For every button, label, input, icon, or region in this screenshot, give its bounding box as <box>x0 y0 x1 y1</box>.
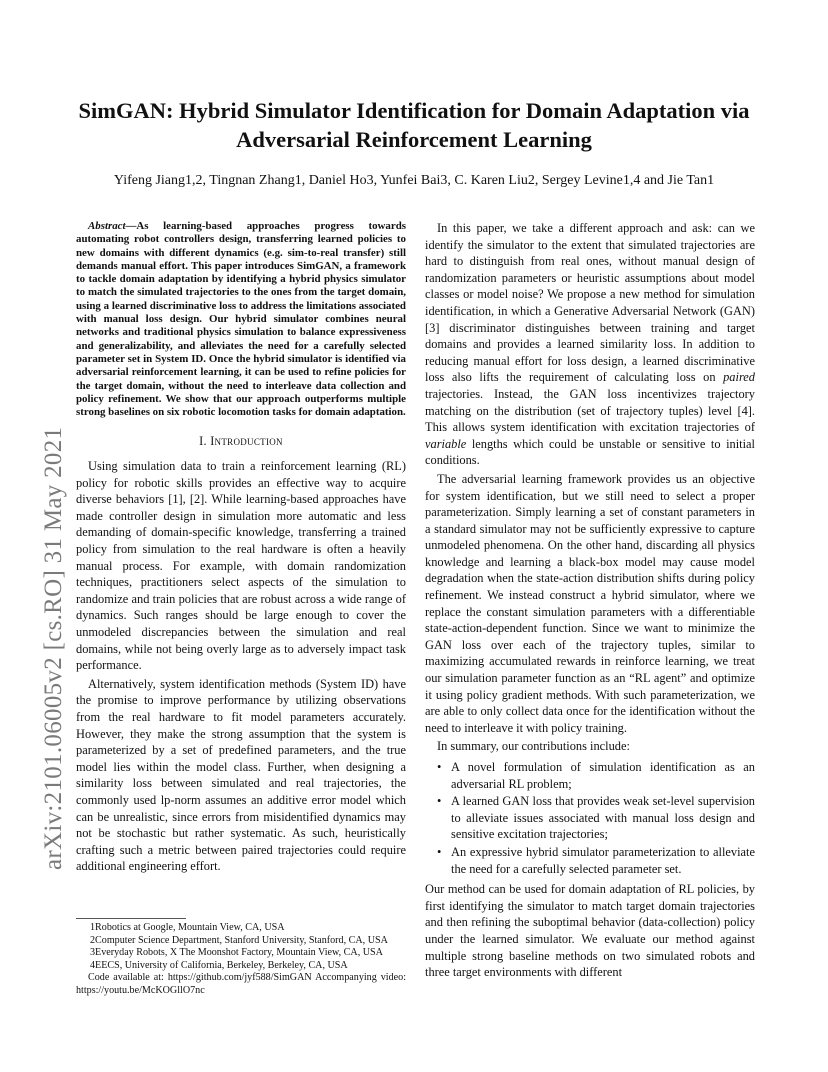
arxiv-identifier: arXiv:2101.06005v2 [cs.RO] 31 May 2021 <box>40 426 67 870</box>
bullet-icon: • <box>437 844 442 859</box>
contribution-text: An expressive hybrid simulator parameterization to alleviate the need for a carefully selected parameter set. <box>451 844 755 876</box>
abstract-label: Abstract <box>88 220 126 232</box>
footnote-divider <box>76 918 186 919</box>
paper-title <box>60 96 768 154</box>
footnote-affiliation-4: 4EECS, University of California, Berkeley, Berkeley, CA, USA <box>90 959 348 971</box>
footnote-affiliation-1: 1Robotics at Google, Mountain View, CA, USA <box>90 922 285 933</box>
footnote-affiliation-2: 2Computer Science Department, Stanford University, Stanford, CA, USA <box>90 934 388 946</box>
right-paragraph-1 <box>425 220 755 469</box>
bullet-icon: • <box>437 794 442 809</box>
right-paragraph-3: In summary, our contributions include: <box>437 739 630 754</box>
contribution-text: A learned GAN loss that provides weak set-level supervision to alleviate issues associated with manual loss design and sensitive excitation trajectories; <box>451 794 755 842</box>
footnotes <box>76 918 406 997</box>
right-p1-part-c: lengths which could be unstable or sensitive to initial conditions. <box>425 436 755 468</box>
abstract-dash: — <box>125 220 137 232</box>
right-p1-part-b: trajectories. Instead, the GAN loss incentivizes trajectory matching on the distribution (set of trajectory tuples) level [4]. This allows system identification with excitation trajectories of <box>425 386 755 435</box>
left-column <box>76 220 406 877</box>
footnote-code-links: Code available at: https://github.com/jyf588/SimGAN Accompanying video: https://youtu.be/McKOGllO7nc <box>76 972 406 996</box>
title-line-1: SimGAN: Hybrid Simulator Identification for Domain Adaptation via <box>78 98 750 123</box>
contribution-item <box>425 793 755 843</box>
intro-paragraph-2: Alternatively, system identification methods (System ID) have the promise to improve performance by utilizing observations from the real hardware to fit model parameters accurately. However, they make the strong assumption that the system is parameterized by a set of predefined parameters, and the true model lies within the model class. Further, when designing a similarity loss between simulated and real trajectories, the commonly used lp-norm assumes an additive error model which can be unrealistic, since errors from misidentified dynamics may not be stochastic but rather systematic. As such, heuristically crafting such a metric between paired trajectories could require additional engineering effort. <box>76 676 406 874</box>
footnote-affiliation-3: 3Everyday Robots, X The Moonshot Factory, Mountain View, CA, USA <box>90 947 383 958</box>
bullet-icon: • <box>437 760 442 774</box>
abstract-text: As learning-based approaches progress towards automating robot controllers design, transferring learned policies to new domains with different dynamics (e.g. sim-to-real transfer) still demands manual effort. This paper introduces SimGAN, a framework to tackle domain adaptation by identifying a hybrid physics simulator to match the simulated trajectories to the ones from the target domain, using a learned discriminative loss to address the limitations associated with manual loss design. Our hybrid simulator combines neural networks and traditional physics simulation to balance expressiveness and generalizability, and alleviates the need for a carefully selected parameter set in System ID. Once the hybrid simulator is identified via adversarial reinforcement learning, it can be used to refine policies for the target domain, without the need to interleave data collection and policy refinement. We show that our approach outperforms multiple strong baselines on six robotic locomotion tasks for domain adaptation. <box>76 220 406 419</box>
contribution-list <box>425 759 755 877</box>
intro-paragraph-1: Using simulation data to train a reinforcement learning (RL) policy for robotic skills provides an effective way to acquire diverse behaviors [1], [2]. While learning-based approaches have made controller design in simulation more automatic and less demanding of domain-specific knowledge, transferring a trained policy from simulation to the real hardware is often a heavily manual process. For example, with domain randomization techniques, practitioners select aspects of the simulation to randomize and train policies that are robust across a wide range of dynamics. Such ranges should be large enough to cover the unmodeled discrepancies between the simulation and real domains, while not being overly large as to adversely impact task performance. <box>76 459 406 673</box>
right-paragraph-2: The adversarial learning framework provides us an objective for system identification, but we still need to select a proper parameterization. Simply learning a set of constant parameters in a standard simulator may not be sufficiently expressive to capture unmodeled phenomena. On the other hand, discarding all physics knowledge and learning a black-box model may cause model degradation when the state-action distribution shifts during policy refinement. We instead construct a hybrid simulator, where we replace the constant simulation parameters with a differentiable state-action-dependent function. Since we want to minimize the GAN loss over each of the trajectory tuples, similar to maximizing accumulated rewards in reinforce learning, we treat our simulation parameter function as an “RL agent” and optimize it using policy gradient methods. With such parameterization, we are able to only collect data once for the identification without the need to interleave it with policy training. <box>425 471 755 735</box>
contribution-item <box>425 844 755 877</box>
author-list: Yifeng Jiang1,2, Tingnan Zhang1, Daniel Ho3, Yunfei Bai3, C. Karen Liu2, Sergey Levine1,4 and Jie Tan1 <box>113 173 715 188</box>
section-heading-introduction: I. Introduction <box>199 434 283 449</box>
right-column <box>425 220 755 983</box>
title-line-2: Adversarial Reinforcement Learning <box>236 127 592 152</box>
right-paragraph-4: Our method can be used for domain adaptation of RL policies, by first identifying the simulator to match target domain trajectories and then refining the suboptimal behavior (data-collection) policy under the learned simulator. We evaluate our method against multiple strong baseline methods on two simulated robots and three target environments with different <box>425 882 755 980</box>
abstract <box>76 220 406 419</box>
right-p1-part-a: In this paper, we take a different approach and ask: can we identify the simulator to the extent that simulated trajectories are hard to distinguish from real ones, without manual design of randomization parameters or heuristic assumptions about model classes or model noise? We propose a new method for simulation identification, in which a Generative Adversarial Network (GAN) [3] discriminator distinguishes between training and target domains and provides a learned similarity loss. In addition to reducing manual effort for loss design, a learned discriminative loss also lifts the requirement of calculating loss on <box>425 221 755 385</box>
emphasis-variable: variable <box>425 436 467 451</box>
contribution-item <box>425 759 755 792</box>
emphasis-paired: paired <box>723 370 755 385</box>
contribution-text: A novel formulation of simulation identification as an adversarial RL problem; <box>451 760 755 791</box>
